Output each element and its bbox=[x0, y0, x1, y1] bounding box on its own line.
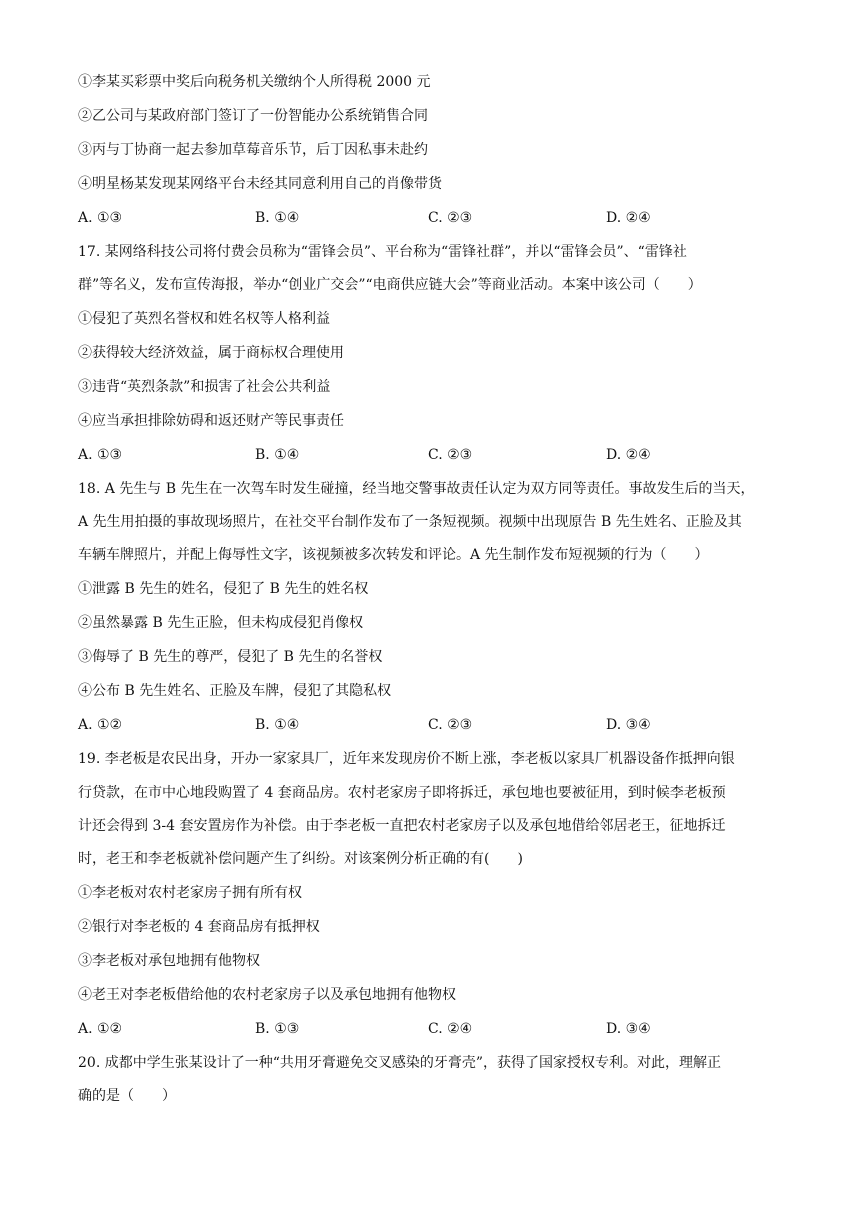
q19-option-b: B. ①③ bbox=[255, 1021, 300, 1037]
q16-option-c: C. ②③ bbox=[428, 210, 473, 226]
q19-stem-line-2: 行贷款，在市中心地段购置了 4 套商品房。农村老家房子即将拆迁，承包地也要被征用，到时候李老板预 bbox=[78, 785, 726, 801]
q19-stem-line-3: 计还会得到 3-4 套安置房作为补偿。由于李老板一直把农村老家房子以及承包地借给邻居老王，征地拆迁 bbox=[78, 818, 726, 834]
q19-stem-line-1: 19. 李老板是农民出身，开办一家家具厂，近年来发现房价不断上涨，李老板以家具厂机器设备作抵押向银 bbox=[78, 751, 735, 767]
q18-item-4: ④公布 B 先生姓名、正脸及车牌，侵犯了其隐私权 bbox=[78, 683, 392, 699]
q16-option-b: B. ①④ bbox=[255, 210, 300, 226]
q18-item-3: ③侮辱了 B 先生的尊严，侵犯了 B 先生的名誉权 bbox=[78, 649, 383, 665]
q17-stem-line-2: 群”等名义，发布宣传海报，举办“创业广交会”“电商供应链大会”等商业活动。本案中该公司（ ） bbox=[78, 277, 702, 293]
q18-stem-line-3: 车辆车牌照片，并配上侮辱性文字，该视频被多次转发和评论。A 先生制作发布短视频的行为（ ） bbox=[78, 547, 709, 563]
q17-item-4: ④应当承担排除妨碍和返还财产等民事责任 bbox=[78, 413, 344, 429]
q19-option-c: C. ②④ bbox=[428, 1021, 473, 1037]
q19-options bbox=[78, 1019, 788, 1039]
q18-option-c: C. ②③ bbox=[428, 717, 473, 733]
q17-item-3: ③违背“英烈条款”和损害了社会公共利益 bbox=[78, 379, 331, 395]
q18-stem-line-2: A 先生用拍摄的事故现场照片，在社交平台制作发布了一条短视频。视频中出现原告 B 先生姓名、正脸及其 bbox=[78, 514, 742, 530]
q18-option-a: A. ①② bbox=[78, 717, 123, 733]
q16-item-3: ③丙与丁协商一起去参加草莓音乐节，后丁因私事未赴约 bbox=[78, 142, 428, 158]
q17-option-c: C. ②③ bbox=[428, 447, 473, 463]
q16-item-4: ④明星杨某发现某网络平台未经其同意利用自己的肖像带货 bbox=[78, 176, 442, 192]
q17-option-d: D. ②④ bbox=[606, 447, 651, 463]
q18-stem-line-1: 18. A 先生与 B 先生在一次驾车时发生碰撞，经当地交警事故责任认定为双方同等责任。事故发生后的当天， bbox=[78, 481, 755, 497]
q17-item-2: ②获得较大经济效益，属于商标权合理使用 bbox=[78, 345, 344, 361]
q18-option-d: D. ③④ bbox=[606, 717, 651, 733]
q19-item-2: ②银行对李老板的 4 套商品房有抵押权 bbox=[78, 919, 320, 935]
q19-option-d: D. ③④ bbox=[606, 1021, 651, 1037]
q18-options bbox=[78, 715, 788, 735]
q17-options bbox=[78, 445, 788, 465]
q17-item-1: ①侵犯了英烈名誉权和姓名权等人格利益 bbox=[78, 311, 330, 327]
q16-item-2: ②乙公司与某政府部门签订了一份智能办公系统销售合同 bbox=[78, 108, 428, 124]
q19-item-3: ③李老板对承包地拥有他物权 bbox=[78, 953, 260, 969]
q18-option-b: B. ①④ bbox=[255, 717, 300, 733]
q18-item-2: ②虽然暴露 B 先生正脸，但未构成侵犯肖像权 bbox=[78, 615, 364, 631]
q16-options bbox=[78, 208, 788, 228]
q19-item-4: ④老王对李老板借给他的农村老家房子以及承包地拥有他物权 bbox=[78, 987, 456, 1003]
q16-option-a: A. ①③ bbox=[78, 210, 123, 226]
q17-stem-line-1: 17. 某网络科技公司将付费会员称为“雷锋会员”、平台称为“雷锋社群”，并以“雷锋会员”、“雷锋社 bbox=[78, 244, 687, 260]
q17-option-a: A. ①③ bbox=[78, 447, 123, 463]
q16-option-d: D. ②④ bbox=[606, 210, 651, 226]
q17-option-b: B. ①④ bbox=[255, 447, 300, 463]
q18-item-1: ①泄露 B 先生的姓名，侵犯了 B 先生的姓名权 bbox=[78, 581, 369, 597]
q20-stem-line-1: 20. 成都中学生张某设计了一种“共用牙膏避免交叉感染的牙膏壳”，获得了国家授权专利。对此，理解正 bbox=[78, 1055, 722, 1071]
q20-stem-line-2: 确的是（ ） bbox=[78, 1088, 176, 1104]
q16-item-1: ①李某买彩票中奖后向税务机关缴纳个人所得税 2000 元 bbox=[78, 74, 431, 90]
q19-option-a: A. ①② bbox=[78, 1021, 123, 1037]
q19-item-1: ①李老板对农村老家房子拥有所有权 bbox=[78, 885, 302, 901]
q19-stem-line-4: 时，老王和李老板就补偿问题产生了纠纷。对该案例分析正确的有( ) bbox=[78, 851, 523, 867]
